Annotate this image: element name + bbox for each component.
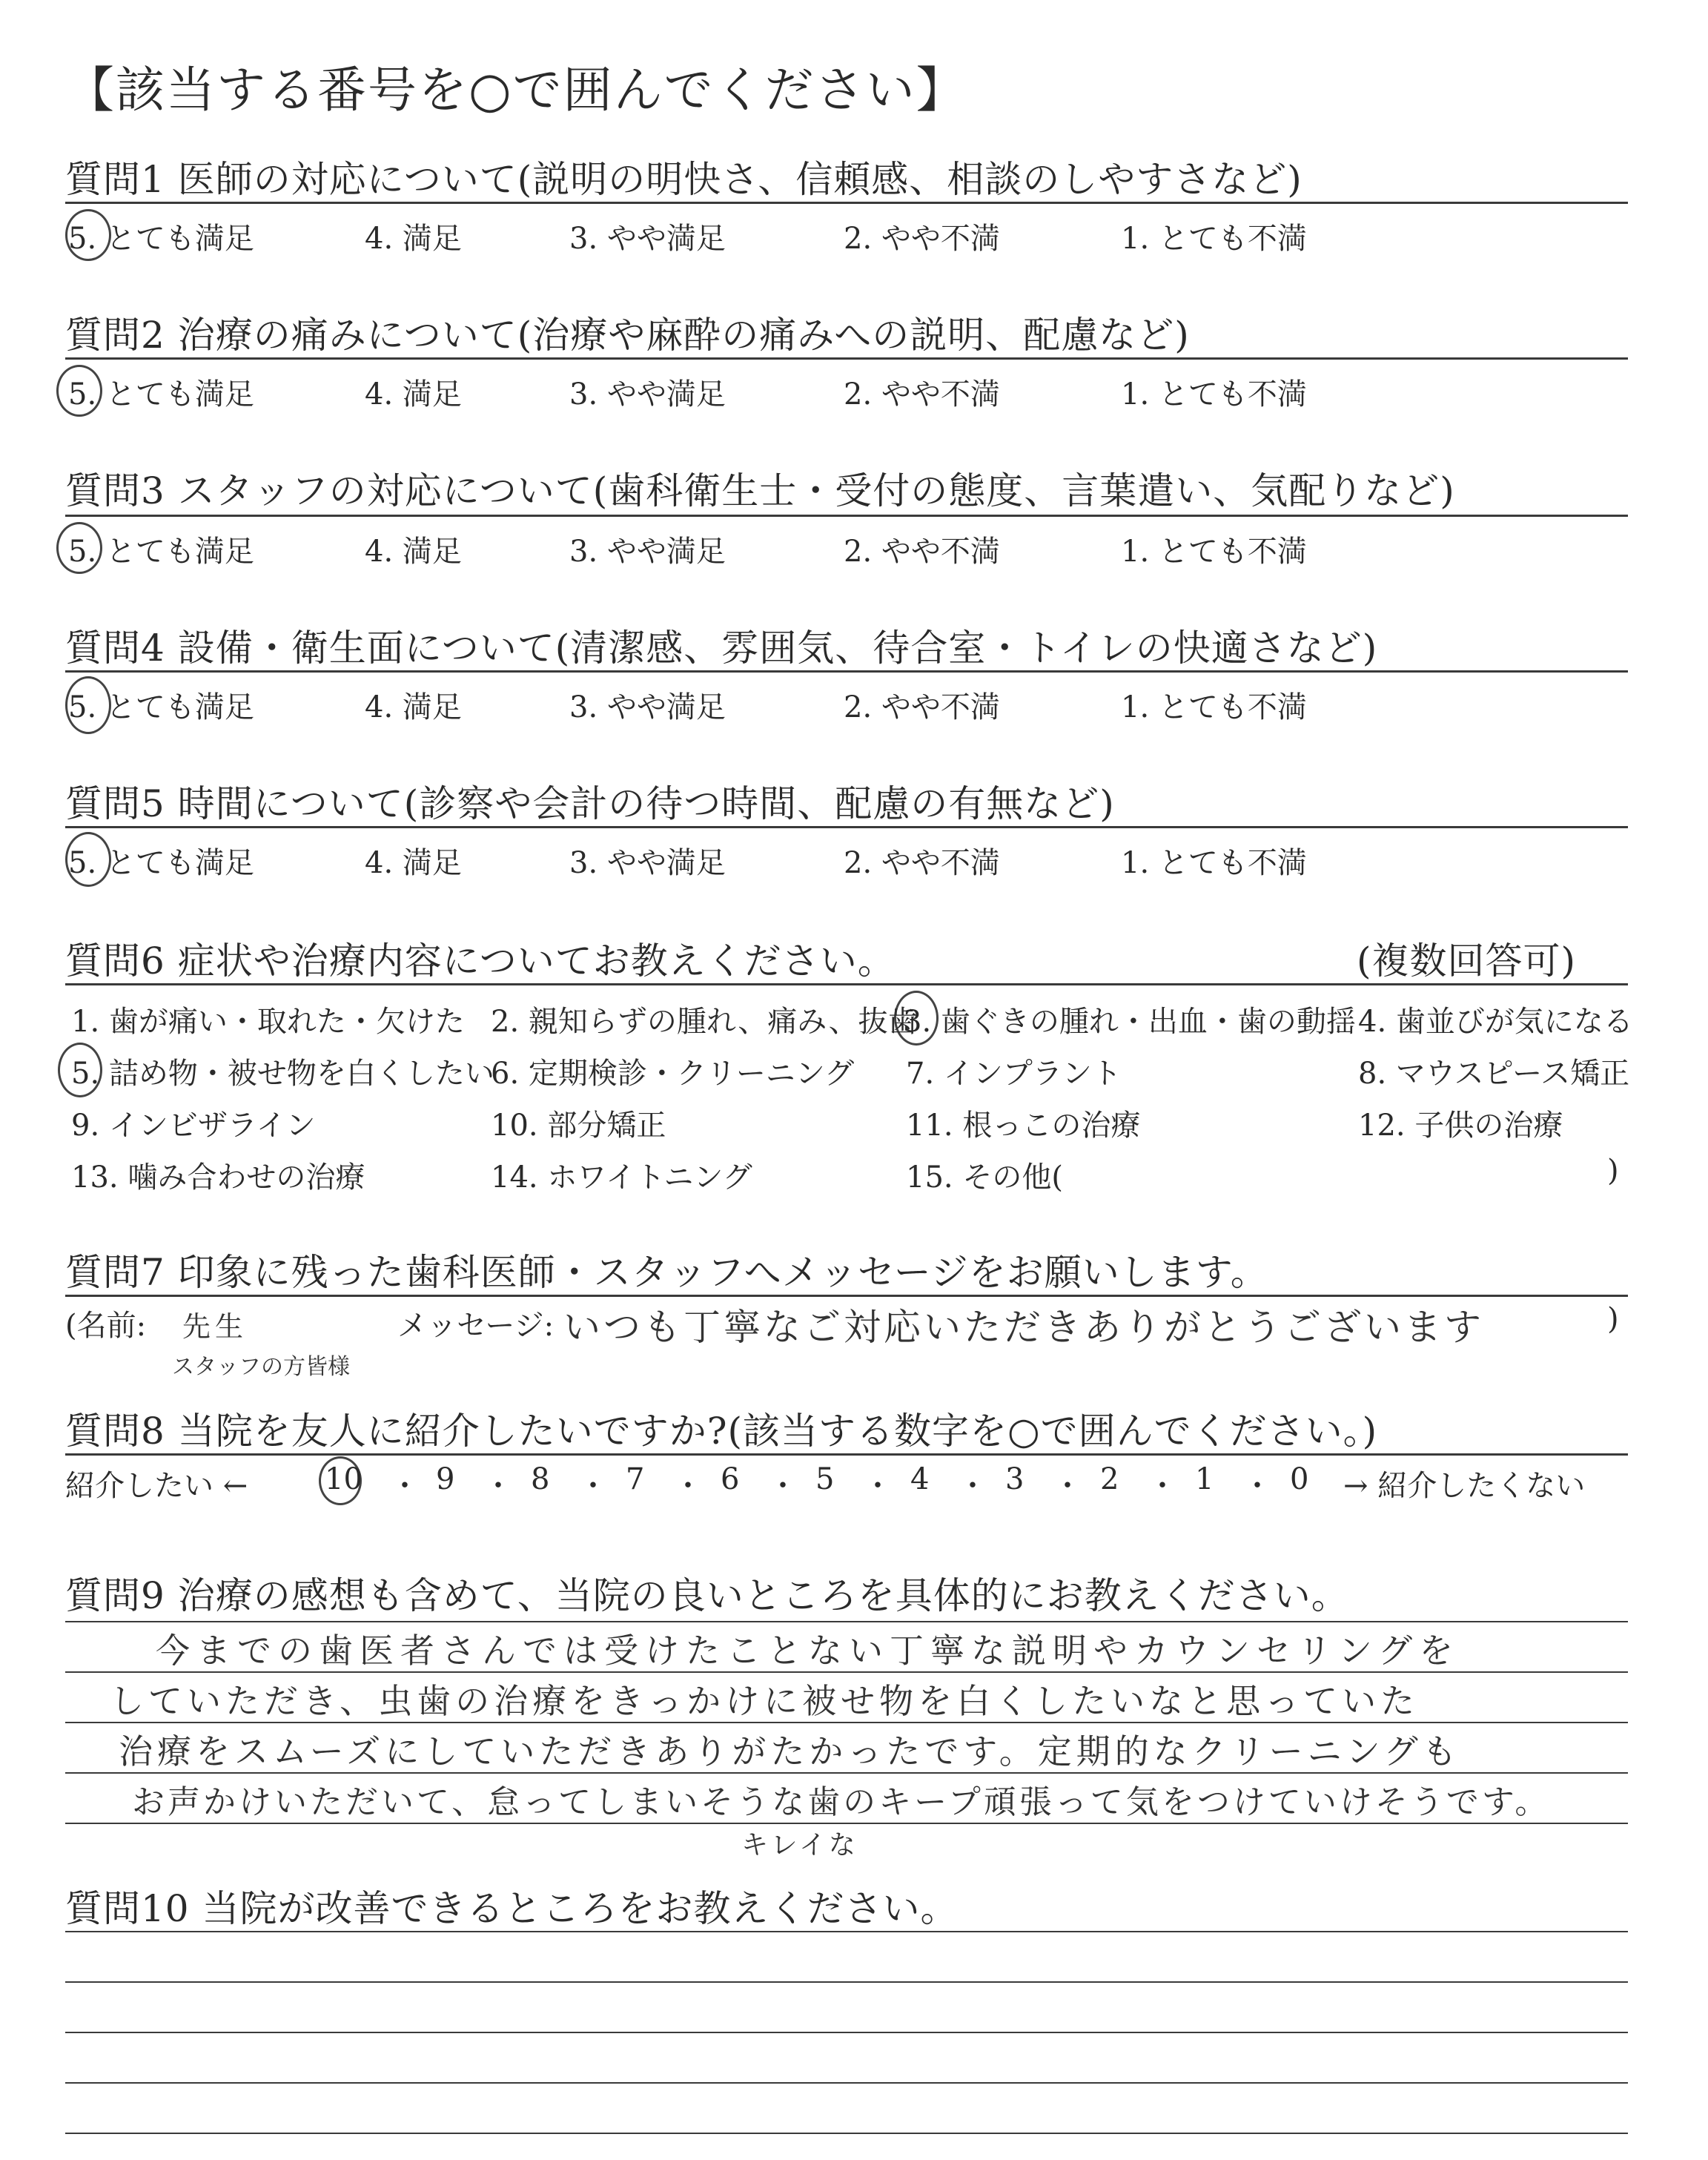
rule <box>65 826 1628 828</box>
rule <box>65 1295 1628 1297</box>
symptom-option[interactable]: 2. 親知らずの腫れ、痛み、抜歯 <box>491 1005 918 1039</box>
message-value[interactable]: いつも丁寧なご対応いただきありがとうございます <box>563 1306 1484 1349</box>
scale-value-10[interactable]: 10 <box>325 1462 363 1496</box>
name-value[interactable]: 先生 <box>182 1310 248 1343</box>
name-label: (名前: <box>65 1309 147 1343</box>
scale-dot: ・ <box>768 1469 798 1503</box>
answer-line[interactable]: お声かけいただいて、怠ってしまいそうな歯のキープ頑張って気をつけていけそうです。 <box>132 1783 1551 1821</box>
option-3[interactable]: 3. やや満足 <box>569 535 726 569</box>
option-5[interactable]: 5. とても満足 <box>68 222 254 256</box>
symptom-option[interactable]: 5. 詰め物・被せ物を白くしたい <box>71 1057 494 1091</box>
option-4[interactable]: 4. 満足 <box>365 690 462 724</box>
answer-line[interactable]: 治療をスムーズにしていただきありがたかったです。定期的なクリーニングも <box>119 1731 1461 1771</box>
question-9-label: 質問9 治療の感想も含めて、当院の良いところを具体的にお教えください。 <box>65 1574 1349 1617</box>
rule <box>65 1981 1628 1983</box>
scale-value-8[interactable]: 8 <box>531 1462 550 1496</box>
rule <box>65 2032 1628 2033</box>
rule <box>65 515 1628 517</box>
symptom-option[interactable]: 10. 部分矯正 <box>491 1109 666 1143</box>
option-3[interactable]: 3. やや満足 <box>569 222 726 256</box>
other-close-paren: ) <box>1607 1154 1619 1188</box>
symptom-option[interactable]: 1. 歯が痛い・取れた・欠けた <box>71 1005 465 1039</box>
scale-value-3[interactable]: 3 <box>1005 1462 1025 1496</box>
scale-value-4[interactable]: 4 <box>910 1462 930 1496</box>
option-1[interactable]: 1. とても不満 <box>1121 846 1307 880</box>
question-7-label: 質問7 印象に残った歯科医師・スタッフへメッセージをお願いします。 <box>65 1251 1268 1294</box>
option-2[interactable]: 2. やや不満 <box>844 222 1000 256</box>
message-label: メッセージ: <box>397 1309 555 1343</box>
question-6-note: (複数回答可) <box>1357 939 1577 982</box>
scale-dot: ・ <box>578 1469 608 1503</box>
rule <box>65 202 1628 204</box>
question-2-label: 質問2 治療の痛みについて(治療や麻酔の痛みへの説明、配慮など) <box>65 314 1190 357</box>
symptom-option[interactable]: 7. インプラント <box>906 1057 1122 1091</box>
option-4[interactable]: 4. 満足 <box>365 535 462 569</box>
scale-left-label: 紹介したい ← <box>65 1469 248 1503</box>
symptom-option[interactable]: 13. 噛み合わせの治療 <box>71 1160 365 1195</box>
scale-value-7[interactable]: 7 <box>626 1462 645 1496</box>
option-1[interactable]: 1. とても不満 <box>1121 535 1307 569</box>
message-close-paren: ) <box>1607 1302 1619 1336</box>
scale-right-label: → 紹介したくない <box>1343 1469 1586 1503</box>
option-2[interactable]: 2. やや不満 <box>844 535 1000 569</box>
scale-dot: ・ <box>1053 1469 1082 1503</box>
symptom-option[interactable]: 11. 根っこの治療 <box>906 1109 1141 1143</box>
question-10-label: 質問10 当院が改善できるところをお教えください。 <box>65 1887 959 1930</box>
option-3[interactable]: 3. やや満足 <box>569 377 726 412</box>
option-1[interactable]: 1. とても不満 <box>1121 690 1307 724</box>
option-1[interactable]: 1. とても不満 <box>1121 222 1307 256</box>
symptom-option[interactable]: 9. インビザライン <box>71 1109 316 1143</box>
rule <box>65 1453 1628 1456</box>
scale-dot: ・ <box>390 1469 420 1503</box>
scale-dot: ・ <box>483 1469 513 1503</box>
rule <box>65 1931 1628 1932</box>
question-1-label: 質問1 医師の対応について(説明の明快さ、信頼感、相談のしやすさなど) <box>65 158 1302 201</box>
scale-value-9[interactable]: 9 <box>436 1462 455 1496</box>
question-6-label: 質問6 症状や治療内容についてお教えください。 <box>65 939 896 982</box>
answer-line[interactable]: していただき、虫歯の治療をきっかけに被せ物を白くしたいなと思っていた <box>110 1681 1420 1721</box>
option-4[interactable]: 4. 満足 <box>365 846 462 880</box>
rule <box>65 2133 1628 2134</box>
option-1[interactable]: 1. とても不満 <box>1121 377 1307 412</box>
symptom-option[interactable]: 8. マウスピース矯正 <box>1358 1057 1630 1091</box>
rule <box>65 1621 1628 1622</box>
symptom-option[interactable]: 6. 定期検診・クリーニング <box>491 1057 855 1091</box>
question-3-label: 質問3 スタッフの対応について(歯科衛生士・受付の態度、言葉遣い、気配りなど) <box>65 469 1455 512</box>
option-3[interactable]: 3. やや満足 <box>569 690 726 724</box>
question-4-label: 質問4 設備・衛生面について(清潔感、雰囲気、待合室・トイレの快適さなど) <box>65 627 1378 670</box>
name-value-2[interactable]: スタッフの方皆様 <box>172 1354 350 1380</box>
form-header: 【該当する番号を○で囲んでください】 <box>65 62 967 119</box>
scale-value-6[interactable]: 6 <box>721 1462 740 1496</box>
rule <box>65 670 1628 673</box>
question-5-label: 質問5 時間について(診察や会計の待つ時間、配慮の有無など) <box>65 782 1115 825</box>
rule <box>65 357 1628 360</box>
option-5[interactable]: 5. とても満足 <box>68 377 254 412</box>
scale-dot: ・ <box>958 1469 987 1503</box>
option-5[interactable]: 5. とても満足 <box>68 846 254 880</box>
scale-value-2[interactable]: 2 <box>1100 1462 1119 1496</box>
rule <box>65 2082 1628 2084</box>
option-5[interactable]: 5. とても満足 <box>68 690 254 724</box>
option-2[interactable]: 2. やや不満 <box>844 377 1000 412</box>
scale-value-0[interactable]: 0 <box>1290 1462 1309 1496</box>
symptom-option[interactable]: 4. 歯並びが気になる <box>1358 1005 1633 1039</box>
scale-dot: ・ <box>863 1469 893 1503</box>
option-4[interactable]: 4. 満足 <box>365 377 462 412</box>
option-4[interactable]: 4. 満足 <box>365 222 462 256</box>
question-8-label: 質問8 当院を友人に紹介したいですか?(該当する数字を○で囲んでください。) <box>65 1410 1378 1453</box>
answer-line[interactable]: 今までの歯医者さんでは受けたことない丁寧な説明やカウンセリングを <box>156 1631 1460 1671</box>
option-5[interactable]: 5. とても満足 <box>68 535 254 569</box>
scale-dot: ・ <box>1148 1469 1177 1503</box>
scale-dot: ・ <box>1242 1469 1272 1503</box>
insertion-note[interactable]: キレイな <box>741 1830 858 1860</box>
option-2[interactable]: 2. やや不満 <box>844 690 1000 724</box>
scale-value-1[interactable]: 1 <box>1195 1462 1214 1496</box>
symptom-option-other[interactable]: 15. その他( <box>906 1160 1063 1195</box>
rule <box>65 983 1628 985</box>
symptom-option[interactable]: 3. 歯ぐきの腫れ・出血・歯の動揺 <box>903 1005 1356 1039</box>
option-3[interactable]: 3. やや満足 <box>569 846 726 880</box>
scale-dot: ・ <box>673 1469 703 1503</box>
scale-value-5[interactable]: 5 <box>815 1462 835 1496</box>
option-2[interactable]: 2. やや不満 <box>844 846 1000 880</box>
symptom-option[interactable]: 14. ホワイトニング <box>491 1160 752 1195</box>
symptom-option[interactable]: 12. 子供の治療 <box>1358 1109 1563 1143</box>
